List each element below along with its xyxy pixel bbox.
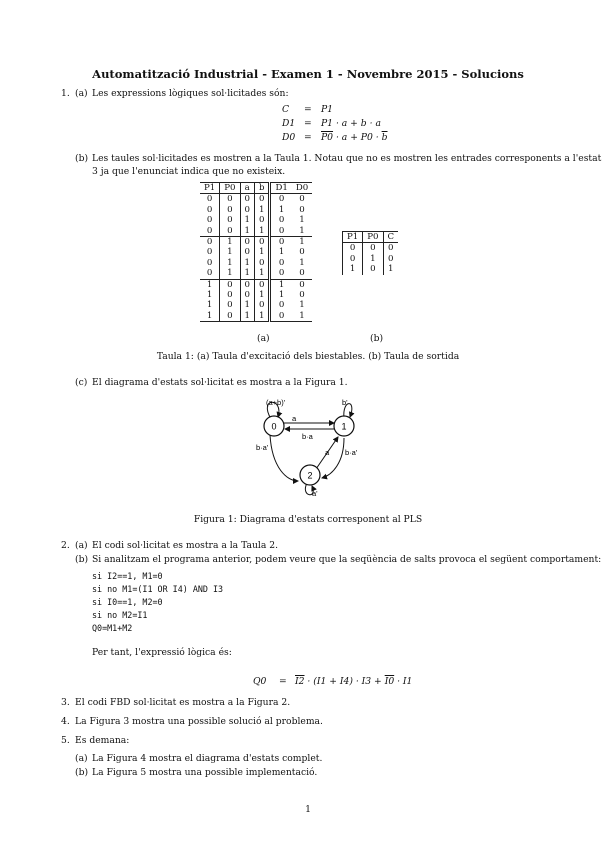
table-a-cell: 0 bbox=[299, 290, 305, 301]
state-1-label: 1 bbox=[341, 421, 347, 432]
table-a-cell: 0 bbox=[254, 279, 270, 290]
edge-0-2 bbox=[270, 435, 298, 481]
table-a-cell: 0 bbox=[270, 311, 292, 322]
table-a-cell: 1 bbox=[254, 247, 270, 257]
q3-number: 3. bbox=[61, 697, 70, 708]
eq-q0-p1: I2 bbox=[295, 676, 305, 687]
code-line-1: si I2==1, M1=0 bbox=[92, 571, 163, 581]
table-a-row bbox=[200, 300, 312, 310]
q2-number: 2. bbox=[61, 540, 70, 551]
q1c-text: El diagrama d'estats sol·licitat es mostra a la Figura 1. bbox=[92, 377, 348, 388]
table-a-cell: 0 bbox=[254, 215, 270, 225]
table-a-row bbox=[200, 311, 312, 322]
eq-q0-lhs: Q0 bbox=[253, 676, 267, 687]
eq-d0-op: = bbox=[304, 132, 312, 143]
table-a-cell: 0 bbox=[206, 225, 213, 236]
q1a-text: Les expressions lògiques sol·licitades són: bbox=[92, 88, 289, 99]
table-a-cell: 0 bbox=[240, 194, 254, 205]
edge-label-loop-1: b' bbox=[342, 398, 348, 407]
eq-q0-p2: · (I1 + I4) · I3 + bbox=[304, 676, 385, 687]
edge-label-0-1: a bbox=[292, 414, 297, 423]
eq-q0-p3: I0 bbox=[384, 676, 395, 687]
table-a-cell: 0 bbox=[254, 237, 270, 248]
code-line-4: si no M2=I1 bbox=[92, 610, 148, 620]
figure1-caption: Figura 1: Diagrama d'estats corresponent al PLS bbox=[193, 514, 423, 525]
table-b-cell: 1 bbox=[363, 254, 383, 264]
q4-number: 4. bbox=[61, 716, 70, 727]
table-a-cell: 1 bbox=[220, 247, 240, 257]
table-a-cell: 0 bbox=[240, 247, 254, 257]
table-a-cell: 1 bbox=[254, 311, 270, 322]
state-0-label: 0 bbox=[271, 421, 277, 432]
table-a-cell: 0 bbox=[270, 226, 292, 237]
table-a-row bbox=[200, 290, 312, 300]
table-a-cell: 1 bbox=[200, 279, 220, 290]
eq-c-rhs: P1 bbox=[321, 104, 334, 115]
edge-label-0-2: b·a' bbox=[256, 443, 269, 452]
table-a-cell: 0 bbox=[299, 247, 305, 258]
q4-text: La Figura 3 mostra una possible solució al problema. bbox=[75, 716, 323, 727]
table-a-cell: 0 bbox=[220, 290, 240, 300]
table-a-header-cell: P1 bbox=[200, 183, 220, 194]
q5-text: Es demana: bbox=[75, 735, 130, 746]
eq-d0-rhs-a: P0 bbox=[321, 132, 334, 143]
table-a-row bbox=[200, 215, 312, 225]
table-a-cell: 1 bbox=[254, 226, 270, 237]
table-a-row bbox=[200, 226, 312, 237]
table-a-cell: 0 bbox=[220, 300, 240, 310]
table-a-cell: 1 bbox=[220, 268, 240, 279]
table-a-cell: 1 bbox=[240, 215, 254, 225]
table-a-cell: 0 bbox=[254, 258, 270, 268]
table-a-cell: 1 bbox=[270, 279, 292, 290]
q2b-label: (b) bbox=[75, 554, 89, 565]
eq-c-lhs: C bbox=[282, 104, 290, 115]
table-a-header-cell: D0 bbox=[292, 183, 312, 194]
table-a-cell: 1 bbox=[240, 268, 254, 279]
q5a-text: La Figura 4 mostra el diagrama d'estats complet. bbox=[92, 753, 323, 764]
table-a-cell: 1 bbox=[292, 311, 312, 322]
page-title: Automatització Industrial - Examen 1 - Novembre 2015 - Solucions bbox=[92, 67, 524, 81]
table-a-cell: 0 bbox=[240, 237, 254, 248]
edge-label-loop-2: a' bbox=[312, 489, 318, 498]
table-a-cell: 0 bbox=[292, 279, 312, 290]
edge-label-loop-0: (a+b)' bbox=[266, 398, 286, 407]
eq-c-op: = bbox=[304, 104, 312, 115]
table-a-cell: 0 bbox=[220, 215, 240, 225]
table-a-cell: 0 bbox=[270, 194, 292, 205]
page-number: 1 bbox=[305, 804, 311, 815]
eq-q0-rhs bbox=[295, 676, 412, 687]
table-a-cell: 0 bbox=[206, 194, 213, 205]
table-a-cell: 1 bbox=[254, 205, 270, 215]
table-a-cell: 0 bbox=[220, 279, 240, 290]
table-a-row bbox=[200, 194, 312, 205]
table-a-cell: 0 bbox=[240, 290, 254, 300]
table-a-cell: 0 bbox=[270, 258, 292, 268]
q1b-text2: 3 ja que l'enunciat indica que no existeix. bbox=[92, 166, 286, 177]
table-b-cell: 0 bbox=[363, 243, 383, 254]
table-a-cell: 0 bbox=[270, 268, 292, 279]
table-a-cell: 0 bbox=[270, 237, 292, 248]
table-a-cell: 0 bbox=[270, 300, 292, 310]
edge-label-2-1: a bbox=[325, 448, 330, 457]
table-b-cell: 1 bbox=[383, 264, 398, 274]
table-b-cell: 0 bbox=[383, 254, 398, 264]
table-a-cell: 1 bbox=[240, 258, 254, 268]
q2a-label: (a) bbox=[75, 540, 88, 551]
state-diagram bbox=[232, 393, 392, 508]
table-a-cell: 1 bbox=[200, 311, 220, 322]
table-b-cell: 0 bbox=[363, 264, 383, 274]
table-a-cell: 0 bbox=[299, 268, 305, 279]
table-a-cell: 1 bbox=[299, 257, 305, 268]
table1-caption: Taula 1: (a) Taula d'excitació dels biestables. (b) Taula de sortida bbox=[156, 351, 460, 362]
table-b-header-cell: C bbox=[383, 232, 398, 243]
eq-d0-rhs-c: $\overline{b}$ bbox=[381, 132, 388, 143]
q5a-label: (a) bbox=[75, 753, 88, 764]
table-a-cell: 0 bbox=[220, 194, 240, 205]
q2b-text2: Per tant, l'expressió lògica és: bbox=[92, 647, 232, 658]
excitation-table bbox=[200, 182, 312, 322]
table-a-row bbox=[200, 247, 312, 257]
table-a-cell: 1 bbox=[254, 268, 270, 279]
table-a-row bbox=[200, 279, 312, 290]
table-b-cell: 1 bbox=[343, 264, 363, 274]
output-table-wrap bbox=[342, 231, 398, 275]
table-a-cell: 0 bbox=[299, 204, 305, 215]
table-a-cell: 0 bbox=[220, 311, 240, 322]
table-a-cell: 0 bbox=[270, 215, 292, 225]
table-a-cell: 0 bbox=[299, 194, 305, 205]
table-a-cell: 1 bbox=[254, 290, 270, 300]
q1b-text1: Les taules sol·licitades es mostren a la Taula 1. Notau que no es mostren les entrades corresponents a l'estat bbox=[92, 153, 602, 164]
table-a-cell: 0 bbox=[200, 237, 220, 248]
table-a-cell: 0 bbox=[206, 247, 213, 258]
q1b-label: (b) bbox=[75, 153, 89, 164]
excitation-table-wrap bbox=[200, 182, 312, 322]
table-a-cell: 1 bbox=[220, 237, 240, 248]
table-a-cell: 0 bbox=[206, 257, 213, 268]
eq-q0-op: = bbox=[279, 676, 287, 687]
table-b-row bbox=[343, 243, 399, 254]
code-line-3: si I0==1, M2=0 bbox=[92, 597, 163, 607]
q5b-label: (b) bbox=[75, 767, 89, 778]
table-a-cell: 1 bbox=[299, 215, 305, 226]
table-a-cell: 1 bbox=[270, 205, 292, 215]
q3-text: El codi FBD sol·licitat es mostra a la Figura 2. bbox=[75, 697, 291, 708]
table-a-cell: 0 bbox=[254, 300, 270, 310]
table-a-cell: 0 bbox=[206, 204, 213, 215]
table-a-row bbox=[200, 258, 312, 268]
table-b-sublabel: (b) bbox=[370, 333, 384, 344]
table-a-header-cell: D1 bbox=[270, 183, 292, 194]
table-a-cell: 0 bbox=[240, 279, 254, 290]
table-a-cell: 1 bbox=[292, 237, 312, 248]
table-a-cell: 1 bbox=[270, 290, 292, 300]
table-a-cell: 1 bbox=[299, 225, 305, 236]
eq-d1-rhs: P1 · a + b · a bbox=[321, 118, 381, 129]
table-a-cell: 0 bbox=[206, 215, 213, 226]
table-a-cell: 0 bbox=[254, 194, 270, 205]
q1c-label: (c) bbox=[75, 377, 88, 388]
table-b-header-cell: P1 bbox=[343, 232, 363, 243]
table-a-cell: 0 bbox=[206, 268, 213, 279]
edge-label-1-2: b·a' bbox=[345, 448, 358, 457]
table-a-cell: 1 bbox=[240, 300, 254, 310]
table-a-header-cell: a bbox=[240, 183, 254, 194]
q5-number: 5. bbox=[61, 735, 70, 746]
table-a-sublabel: (a) bbox=[257, 333, 270, 344]
table-a-cell: 1 bbox=[240, 226, 254, 237]
q1a-label: (a) bbox=[75, 88, 88, 99]
table-b-cell: 0 bbox=[343, 254, 363, 264]
code-line-2: si no M1=(I1 OR I4) AND I3 bbox=[92, 584, 224, 594]
q5b-text: La Figura 5 mostra una possible implementació. bbox=[92, 767, 318, 778]
table-a-cell: 0 bbox=[220, 205, 240, 215]
table-b-row bbox=[343, 254, 399, 264]
q1-number: 1. bbox=[61, 88, 70, 99]
table-a-cell: 1 bbox=[220, 258, 240, 268]
eq-d0-lhs: D0 bbox=[282, 132, 296, 143]
table-b-cell: 0 bbox=[343, 243, 363, 254]
table-a-row bbox=[200, 268, 312, 279]
q2a-text: El codi sol·licitat es mostra a la Taula 2. bbox=[92, 540, 278, 551]
q2b-text: Si analitzam el programa anterior, podem veure que la seqüència de salts provoca el següent comportament: bbox=[92, 554, 602, 565]
state-diagram-svg bbox=[232, 393, 392, 505]
table-b-row bbox=[343, 264, 399, 274]
table-a-cell: 1 bbox=[206, 300, 213, 311]
table-a-header-cell: b bbox=[254, 183, 270, 194]
eq-d1-lhs: D1 bbox=[282, 118, 296, 129]
table-a-cell: 0 bbox=[240, 205, 254, 215]
table-a-cell: 1 bbox=[299, 300, 305, 311]
table-a-row bbox=[200, 205, 312, 215]
eq-d1-op: = bbox=[304, 118, 312, 129]
table-a-cell: 0 bbox=[220, 226, 240, 237]
table-b-cell: 0 bbox=[383, 243, 398, 254]
table-a-cell: 1 bbox=[206, 290, 213, 301]
eq-d0-rhs-b: · a + P0 · bbox=[333, 132, 382, 143]
edge-label-1-0: b·a bbox=[302, 432, 313, 441]
eq-q0-p4: · I1 bbox=[394, 676, 413, 687]
table-a-cell: 1 bbox=[240, 311, 254, 322]
output-table bbox=[342, 231, 398, 275]
table-a-cell: 1 bbox=[270, 247, 292, 257]
state-2-label: 2 bbox=[307, 470, 313, 481]
table-a-row bbox=[200, 237, 312, 248]
table-a-header-cell: P0 bbox=[220, 183, 240, 194]
table-b-header-cell: P0 bbox=[363, 232, 383, 243]
code-line-5: Q0=M1+M2 bbox=[92, 623, 133, 633]
eq-d0-rhs bbox=[321, 132, 388, 143]
